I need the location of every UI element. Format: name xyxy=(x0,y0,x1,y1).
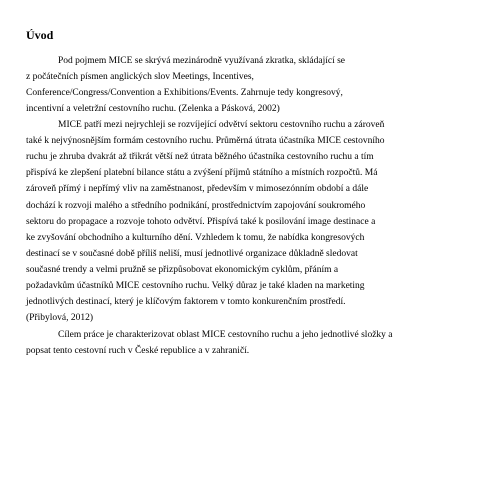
paragraph-line: Pod pojmem MICE se skrývá mezinárodně využívaná zkratka, skládající se xyxy=(58,56,346,66)
paragraph-line: také k nejvýnosnějším formám cestovního ruchu. Průměrná útrata účastníka MICE cestovního xyxy=(26,136,385,146)
paragraph-line: současné trendy a velmi pružně se přizpůsobovat ekonomickým cyklům, přáním a xyxy=(26,265,339,275)
paragraph-line: přispívá ke zlepšení platební bilance státu a zvýšení příjmů státního a místních rozpočtů. Má xyxy=(26,168,378,178)
paragraph-line: z počátečních písmen anglických slov Meetings, Incentives, xyxy=(26,72,254,82)
paragraph-line: ke zvyšování obchodního a kulturního dění. Vzhledem k tomu, že nabídka kongresových xyxy=(26,233,365,243)
paragraph-line: Cílem práce je charakterizovat oblast MICE cestovního ruchu a jeho jednotlivé složky a xyxy=(58,330,393,340)
paragraph-line: Conference/Congress/Convention a Exhibitions/Events. Zahrnuje tedy kongresový, xyxy=(26,88,343,98)
paragraph-line: požadavkům účastníků MICE cestovního ruchu. Velký důraz je také kladen na marketing xyxy=(26,281,365,291)
section-heading: Úvod xyxy=(26,28,54,42)
paragraph-line: jednotlivých destinací, který je klíčovým faktorem v tomto konkurenčním prostředí. xyxy=(26,297,346,307)
paragraph-line: zároveň přímý i nepřímý vliv na zaměstnanost, především v mimosezónním období a dále xyxy=(26,184,369,194)
paragraph-line: ruchu je zhruba dvakrát až třikrát větší než útrata běžného účastníka cestovního ruchu a tím xyxy=(26,152,374,162)
citation-line: (Přibylová, 2012) xyxy=(26,313,94,323)
paragraph-line: incentivní a veletržní cestovního ruchu. (Zelenka a Pásková, 2002) xyxy=(26,104,280,114)
paragraph-line: popsat tento cestovní ruch v České republice a v zahraničí. xyxy=(26,346,250,356)
paragraph-line: MICE patří mezi nejrychleji se rozvíjející odvětví sektoru cestovního ruchu a zároveň xyxy=(58,120,385,130)
paragraph-line: destinací se v současné době příliš neliší, musí jednotlivé organizace důkladně sledovat xyxy=(26,249,358,259)
paragraph-line: dochází k rozvoji malého a středního podnikání, prostřednictvím zapojování soukromého xyxy=(26,201,366,211)
paragraph-line: sektoru do propagace a rozvoje tohoto odvětví. Přispívá také k posilování image destinace a xyxy=(26,217,376,227)
